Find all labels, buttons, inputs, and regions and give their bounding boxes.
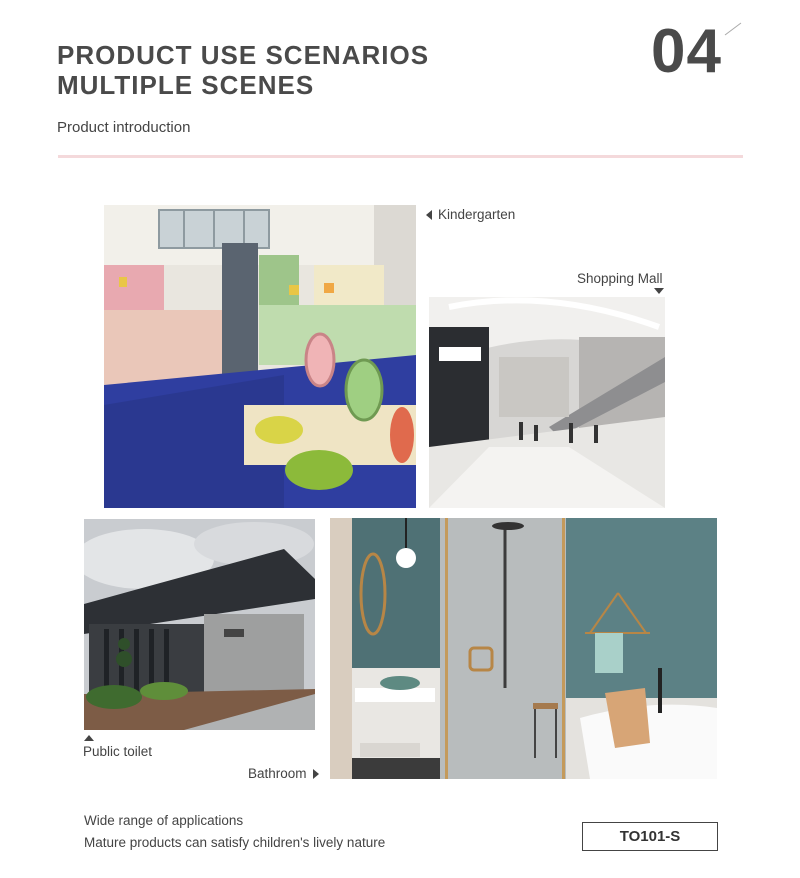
bathroom-photo	[330, 518, 717, 779]
title-line-1: PRODUCT USE SCENARIOS	[57, 40, 430, 70]
title-line-2: MULTIPLE SCENES	[57, 70, 315, 100]
section-number: 04	[651, 17, 722, 86]
shopping-mall-text: Shopping Mall	[577, 271, 663, 286]
header-divider	[58, 155, 743, 158]
public-toilet-text: Public toilet	[83, 744, 153, 759]
triangle-left-icon	[426, 210, 432, 220]
model-badge: TO101-S	[582, 822, 718, 851]
public-toilet-photo	[84, 519, 315, 730]
scene-label-kindergarten	[426, 207, 515, 222]
kindergarten-photo	[104, 205, 416, 508]
bathroom-text: Bathroom	[248, 766, 307, 781]
kindergarten-text: Kindergarten	[438, 207, 516, 222]
triangle-up-icon	[84, 735, 94, 741]
slash-decoration-icon	[724, 22, 742, 36]
footer-line-1: Wide range of applications	[84, 813, 244, 828]
shopping-mall-photo	[429, 297, 665, 508]
scene-label-bathroom	[248, 766, 319, 781]
footer-line-2: Mature products can satisfy children's lively nature	[84, 835, 386, 850]
triangle-right-icon	[313, 769, 319, 779]
subtitle: Product introduction	[57, 119, 191, 136]
triangle-down-icon	[654, 288, 664, 294]
